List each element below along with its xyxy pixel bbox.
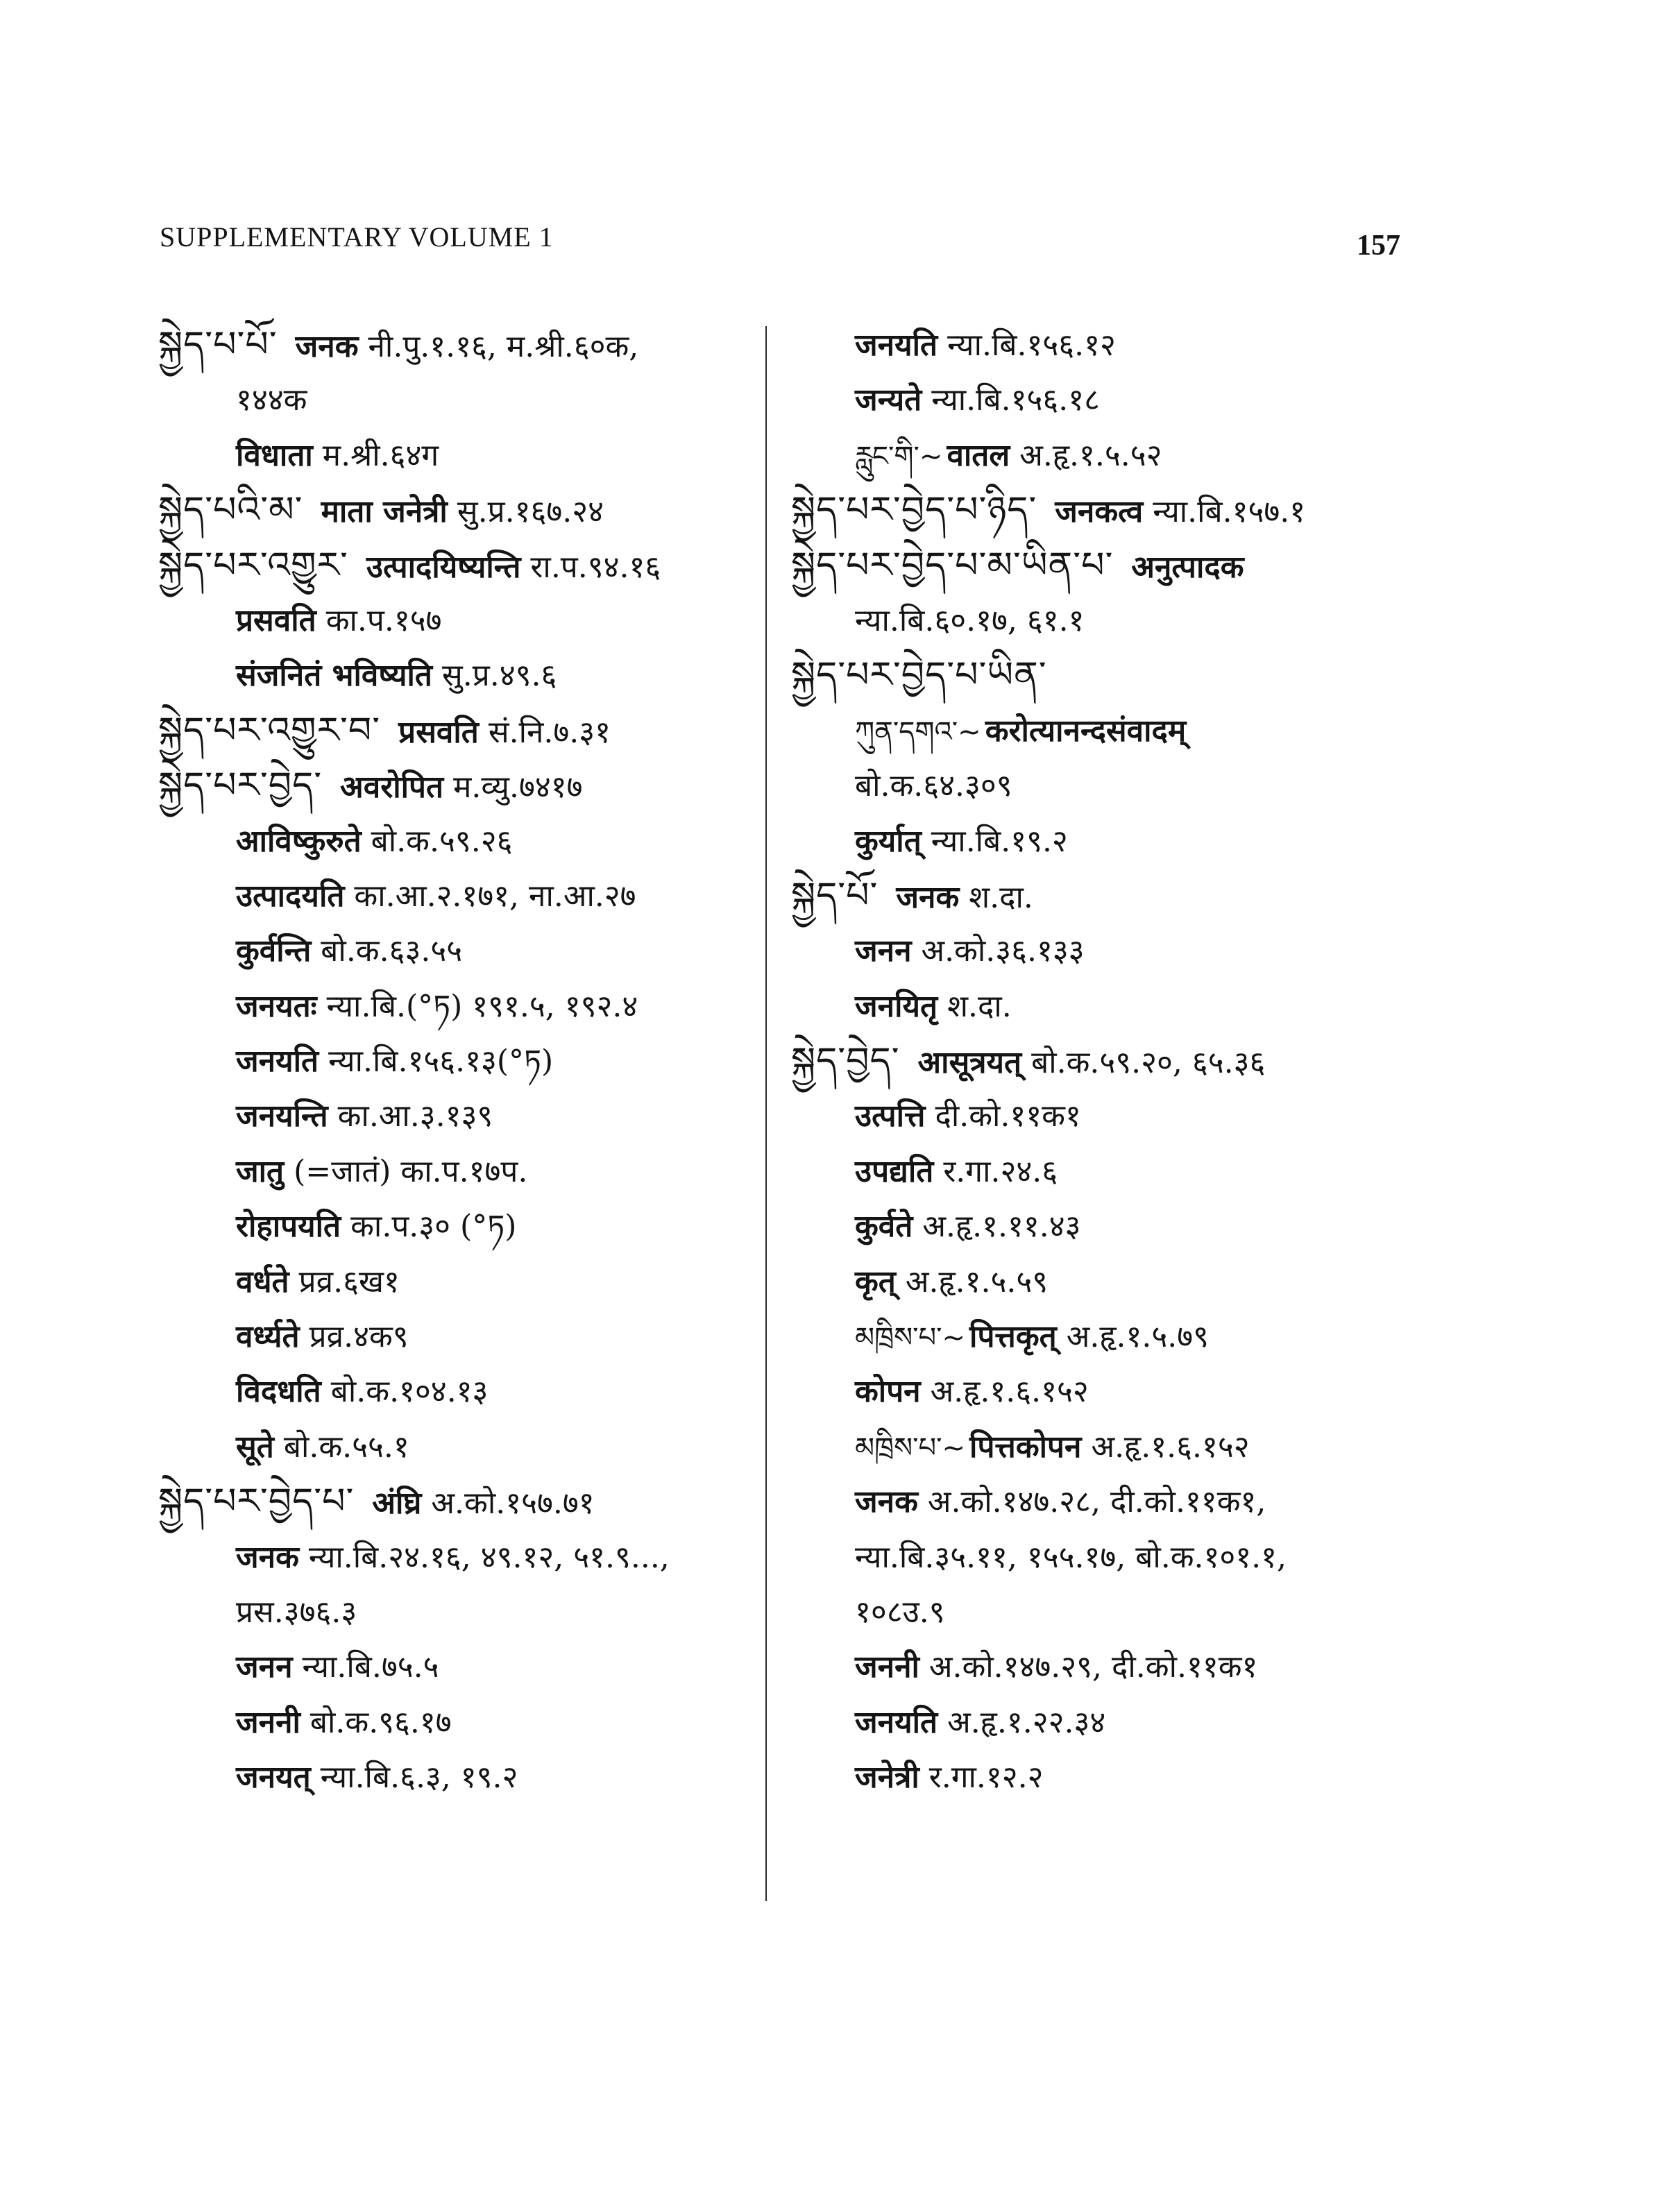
sanskrit-equivalent: प्रसवति xyxy=(398,714,479,750)
source-reference: अ.हृ.१.६.१५२ xyxy=(930,1374,1089,1410)
dictionary-subentry-line xyxy=(791,814,1527,869)
dictionary-subentry-line xyxy=(158,814,748,869)
sanskrit-equivalent: जनन xyxy=(855,933,912,969)
dictionary-subentry-line xyxy=(791,1309,1527,1364)
source-reference: का.आ.२.१७१, ना.आ.२७ xyxy=(354,878,636,914)
source-reference: न्या.बि.३५.११, १५५.१७, बो.क.१०१.१, xyxy=(855,1539,1287,1575)
sanskrit-equivalent: जनक xyxy=(236,1539,299,1575)
sanskrit-equivalent: जननी xyxy=(236,1704,300,1740)
tibetan-term: སྐྱེད་པར་འགྱུར་བ་ xyxy=(158,709,381,751)
source-reference: बो.क.६३.५५ xyxy=(321,933,463,969)
source-reference: न्या.बि.१५६.१८ xyxy=(931,382,1101,418)
tibetan-term: སྐྱེད་པར་བྱེད་པ་མ་ཡིན་པ་ xyxy=(791,544,1114,586)
source-reference: का.आ.३.१३९ xyxy=(337,1098,493,1134)
dictionary-subentry-line xyxy=(791,1254,1527,1309)
sanskrit-equivalent: उपद्यति xyxy=(855,1153,934,1189)
source-reference: न्या.बि.६.३, १९.२ xyxy=(320,1760,518,1796)
dictionary-subentry-line xyxy=(158,1640,748,1694)
source-reference: अ.को.१४७.२९, दी.को.११क१ xyxy=(928,1649,1258,1685)
source-reference: अ.हृ.१.५.५२ xyxy=(1019,437,1162,473)
dictionary-subentry-line xyxy=(791,1585,1527,1640)
source-reference: बो.क.६४.३०९ xyxy=(855,768,1012,804)
dictionary-subentry-line xyxy=(158,1254,748,1309)
dictionary-headword-line xyxy=(158,318,748,373)
tibetan-term: སྐྱེད་པར་བྱེད་པ་ xyxy=(158,1481,355,1523)
source-reference: प्रव्र.४क९ xyxy=(309,1319,409,1355)
running-title: SUPPLEMENTARY VOLUME 1 xyxy=(160,221,554,253)
sanskrit-equivalent: प्रसवति xyxy=(236,602,316,638)
dictionary-subentry-line xyxy=(158,428,748,483)
dictionary-subentry-line xyxy=(791,318,1527,373)
sanskrit-equivalent: जनन xyxy=(236,1649,293,1685)
sanskrit-equivalent: कुर्वते xyxy=(855,1209,913,1245)
sanskrit-equivalent: वर्धते xyxy=(236,1264,289,1300)
dictionary-subentry-line xyxy=(158,979,748,1034)
dictionary-headword-line xyxy=(158,538,748,593)
sanskrit-equivalent: जनक xyxy=(855,1484,918,1520)
source-reference: रा.प.९४.१६ xyxy=(530,549,661,585)
tibetan-term: སྐྱེད་པར་འགྱུར་ xyxy=(158,544,348,586)
dictionary-subentry-line xyxy=(158,1750,748,1805)
sanskrit-equivalent: जनयितृ xyxy=(855,988,938,1024)
dictionary-subentry-line xyxy=(158,1034,748,1089)
dictionary-headword-line xyxy=(791,648,1527,703)
dictionary-subentry-line xyxy=(158,1364,748,1419)
source-reference: न्या.बि.७५.५ xyxy=(302,1649,439,1685)
dictionary-headword-line xyxy=(791,483,1527,538)
source-reference: बो.क.५९.२०, ६५.३६ xyxy=(1031,1045,1266,1081)
source-reference: र.गा.१२.२ xyxy=(928,1760,1044,1796)
sanskrit-equivalent: अंघ्रि xyxy=(372,1486,422,1522)
sanskrit-equivalent: उत्पादयिष्यन्ति xyxy=(366,549,521,585)
sanskrit-equivalent: जनयति xyxy=(855,327,938,363)
dictionary-subentry-line xyxy=(158,1144,748,1199)
tibetan-term: མཁྲིས་པ་~ xyxy=(855,1322,966,1354)
dictionary-headword-line xyxy=(158,758,748,813)
tibetan-term: མཁྲིས་པ་~ xyxy=(855,1431,966,1464)
dictionary-subentry-line xyxy=(791,1199,1527,1254)
sanskrit-equivalent: कुर्यात् xyxy=(855,823,922,859)
tibetan-term: སྐྱེད་པར་བྱེད་པ་ཉིད་ xyxy=(791,489,1037,531)
tibetan-term: སྐྱེད་པར་བྱེད་ xyxy=(158,765,323,807)
source-reference: बो.क.५९.२६ xyxy=(371,823,513,859)
sanskrit-equivalent: आविष्कुरुते xyxy=(236,823,362,859)
sanskrit-equivalent: जनयति xyxy=(855,1704,938,1740)
source-reference: न्या.बि.१९.२ xyxy=(931,823,1068,859)
tibetan-term: སྐྱེད་པར་བྱེད་པ་ཡིན་ xyxy=(791,654,1047,697)
source-reference: दी.को.११क१ xyxy=(935,1098,1081,1134)
dictionary-subentry-line xyxy=(791,1640,1527,1694)
dictionary-subentry-line xyxy=(158,1585,748,1640)
dictionary-subentry-line xyxy=(158,1309,748,1364)
tibetan-term: སྐྱེད་བྱེད་ xyxy=(791,1040,900,1082)
sanskrit-equivalent: अवरोपित xyxy=(340,769,444,806)
sanskrit-equivalent: जातु xyxy=(236,1153,285,1189)
dictionary-subentry-line xyxy=(791,1364,1527,1419)
sanskrit-equivalent: वातल xyxy=(947,437,1010,473)
dictionary-subentry-line xyxy=(158,1199,748,1254)
source-reference: न्या.बि.१५६.१३(°ཏ) xyxy=(328,1044,554,1080)
sanskrit-equivalent: सूते xyxy=(236,1429,274,1465)
source-reference: श.दा. xyxy=(969,879,1033,915)
dictionary-headword-line xyxy=(158,483,748,538)
sanskrit-equivalent: रोहापयति xyxy=(236,1209,341,1245)
page-number: 157 xyxy=(1357,230,1400,262)
source-reference: र.गा.२४.६ xyxy=(943,1153,1058,1189)
source-reference: अ.को.१४७.२८, दी.को.११क१, xyxy=(927,1484,1266,1520)
sanskrit-equivalent: विदधति xyxy=(236,1374,321,1410)
dictionary-headword-line xyxy=(158,704,748,758)
dictionary-subentry-line xyxy=(791,1695,1527,1750)
source-reference: नी.पु.१.१६, म.श्री.६०क, xyxy=(368,329,639,364)
sanskrit-equivalent: जनकत्व xyxy=(1055,494,1144,530)
sanskrit-equivalent: जनक xyxy=(295,329,359,364)
dictionary-headword-line xyxy=(791,869,1527,924)
source-reference: बो.क.१०४.१३ xyxy=(330,1374,489,1410)
sanskrit-equivalent: जन्यते xyxy=(855,382,922,418)
dictionary-subentry-line xyxy=(158,1695,748,1750)
dictionary-headword-line xyxy=(791,538,1527,593)
dictionary-subentry-line xyxy=(158,869,748,924)
tibetan-term: སྐྱེད་པའི་མ་ xyxy=(158,489,303,531)
sanskrit-equivalent: पित्तकोपन xyxy=(969,1429,1082,1465)
dictionary-subentry-line xyxy=(158,373,748,427)
right-column xyxy=(791,318,1527,1805)
source-reference: अ.को.१५७.७१ xyxy=(431,1486,595,1522)
source-reference: प्रव्र.६ख१ xyxy=(298,1264,400,1300)
sanskrit-equivalent: माता जनेत्री xyxy=(321,494,448,530)
source-reference: अ.हृ.१.६.१५२ xyxy=(1091,1429,1250,1465)
column-divider xyxy=(765,326,767,1901)
tibetan-term: རླུང་གི་~ xyxy=(855,440,943,473)
sanskrit-equivalent: जनयत् xyxy=(236,1760,311,1796)
sanskrit-equivalent: जनेत्री xyxy=(855,1760,919,1796)
sanskrit-equivalent: कुर्वन्ति xyxy=(236,933,312,969)
dictionary-subentry-line xyxy=(791,428,1527,483)
source-reference: न्या.बि.६०.१७, ६१.१ xyxy=(855,602,1085,638)
source-reference: का.प.३० (°ཏ) xyxy=(350,1209,517,1245)
source-reference: सु.प्र.४९.६ xyxy=(442,658,557,694)
dictionary-subentry-line xyxy=(791,1089,1527,1143)
sanskrit-equivalent: विधाता xyxy=(236,437,313,473)
source-reference: का.प.१५७ xyxy=(325,602,442,638)
dictionary-headword-line xyxy=(158,1474,748,1529)
dictionary-subentry-line xyxy=(791,1530,1527,1585)
source-reference: अ.को.३६.१३३ xyxy=(921,933,1085,969)
dictionary-subentry-line xyxy=(791,373,1527,427)
dictionary-subentry-line xyxy=(791,758,1527,813)
dictionary-subentry-line xyxy=(791,1144,1527,1199)
dictionary-subentry-line xyxy=(158,1089,748,1143)
tibetan-term: སྐྱེད་པ་པོ་ xyxy=(158,324,278,366)
tibetan-term: ཀུན་དགའ་~ xyxy=(855,715,981,748)
dictionary-subentry-line xyxy=(791,979,1527,1034)
source-reference: (=जातं) का.प.१७प. xyxy=(294,1153,528,1189)
dictionary-subentry-line xyxy=(158,648,748,703)
sanskrit-equivalent: जनयन्ति xyxy=(236,1098,328,1134)
source-reference: १४४क xyxy=(236,382,307,418)
dictionary-subentry-line xyxy=(791,924,1527,978)
left-column xyxy=(158,318,748,1805)
source-reference: सं.नि.७.३१ xyxy=(488,714,611,750)
source-reference: न्या.बि.१५७.१ xyxy=(1153,494,1306,530)
sanskrit-equivalent: पित्तकृत् xyxy=(969,1319,1057,1355)
dictionary-subentry-line xyxy=(791,1420,1527,1474)
dictionary-subentry-line xyxy=(158,1420,748,1474)
source-reference: अ.हृ.१.५.५९ xyxy=(905,1264,1049,1300)
dictionary-subentry-line xyxy=(791,593,1527,648)
sanskrit-equivalent: उत्पत्ति xyxy=(855,1098,926,1134)
source-reference: सु.प्र.१६७.२४ xyxy=(457,494,604,530)
source-reference: प्रस.३७६.३ xyxy=(236,1594,357,1630)
source-reference: न्या.बि.२४.१६, ४९.१२, ५१.९..., xyxy=(308,1539,670,1575)
source-reference: न्या.बि.१५६.१२ xyxy=(947,327,1116,363)
source-reference: अ.हृ.१.५.७९ xyxy=(1066,1319,1209,1355)
sanskrit-equivalent: जनयतः xyxy=(236,988,317,1024)
sanskrit-equivalent: आसूत्रयत् xyxy=(917,1045,1022,1081)
sanskrit-equivalent: अनुत्पादक xyxy=(1131,549,1244,585)
dictionary-subentry-line xyxy=(158,924,748,978)
sanskrit-equivalent: जनक xyxy=(896,879,960,915)
source-reference: न्या.बि.(°ཏ) १९१.५, १९२.४ xyxy=(326,988,638,1024)
sanskrit-equivalent: वर्ध्यते xyxy=(236,1319,300,1355)
dictionary-subentry-line xyxy=(791,1474,1527,1529)
sanskrit-equivalent: करोत्यानन्दसंवादम् xyxy=(985,713,1187,749)
sanskrit-equivalent: संजनितं भविष्यति xyxy=(236,658,433,694)
dictionary-headword-line xyxy=(791,1034,1527,1089)
source-reference: म.व्यु.७४१७ xyxy=(453,769,583,806)
sanskrit-equivalent: उत्पादयति xyxy=(236,878,345,914)
sanskrit-equivalent: कोपन xyxy=(855,1374,921,1410)
dictionary-subentry-line xyxy=(158,1530,748,1585)
sanskrit-equivalent: जनयति xyxy=(236,1044,319,1080)
dictionary-subentry-line xyxy=(791,704,1527,758)
tibetan-term: སྐྱེད་པོ་ xyxy=(791,874,879,917)
sanskrit-equivalent: कृत् xyxy=(855,1264,896,1300)
dictionary-subentry-line xyxy=(791,1750,1527,1805)
source-reference: १०८उ.९ xyxy=(855,1594,945,1630)
source-reference: बो.क.९६.१७ xyxy=(309,1704,452,1740)
source-reference: अ.हृ.१.२२.३४ xyxy=(947,1704,1106,1740)
source-reference: म.श्री.६४ग xyxy=(322,437,439,473)
source-reference: बो.क.५५.१ xyxy=(283,1429,409,1465)
sanskrit-equivalent: जननी xyxy=(855,1649,919,1685)
source-reference: अ.हृ.१.११.४३ xyxy=(922,1209,1081,1245)
dictionary-subentry-line xyxy=(158,593,748,648)
source-reference: श.दा. xyxy=(947,988,1012,1024)
